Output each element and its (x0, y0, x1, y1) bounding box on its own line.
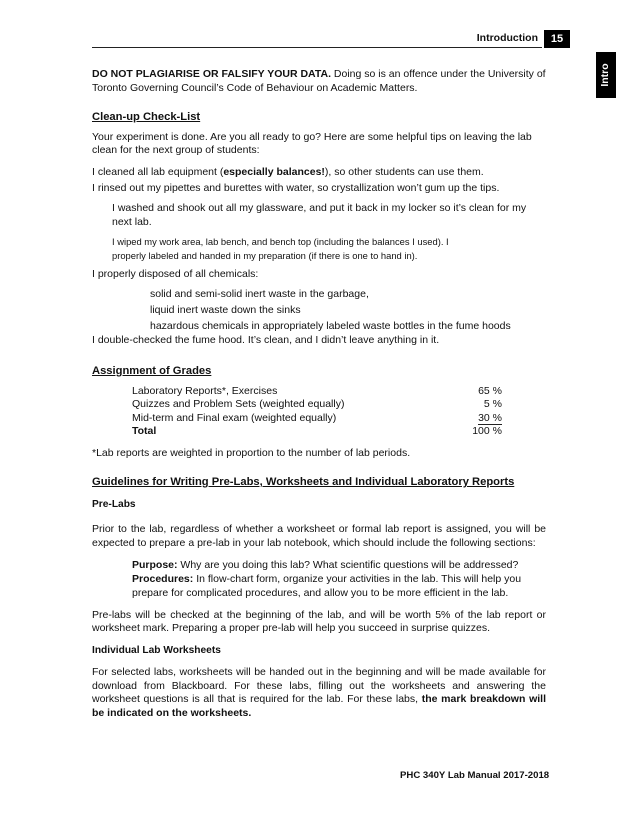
grades-row (132, 385, 502, 399)
grade-label: Quizzes and Problem Sets (weighted equally) (132, 398, 345, 411)
cleanup-item-1 (92, 166, 546, 180)
cleanup-item-5: I properly disposed of all chemicals: (92, 268, 259, 281)
grade-pct: 65 % (478, 384, 502, 397)
item1-bold: especially balances! (223, 166, 325, 179)
total-label: Total (132, 425, 157, 438)
grades-heading: Assignment of Grades (92, 364, 212, 377)
grades-row (132, 412, 502, 426)
grade-pct: 30 % (478, 411, 502, 424)
cleanup-item-4b: properly labeled and handed in my preparation (if there is one to hand in). (112, 250, 418, 262)
page-footer: PHC 340Y Lab Manual 2017-2018 (400, 770, 550, 781)
grade-pct: 5 % (483, 398, 502, 411)
prelabs-intro: Prior to the lab, regardless of whether a worksheet or formal lab report is assigned, you will be expected to prepare a pre-lab in your lab notebook, which should include the following sections: (92, 523, 546, 550)
grade-label: Laboratory Reports*, Exercises (132, 384, 278, 397)
cleanup-item-3: I washed and shook out all my glassware, and put it back in my locker so it’s clean for my next lab. (112, 201, 527, 228)
item1-pre: I cleaned all lab equipment ( (92, 166, 224, 179)
header-rule (92, 47, 542, 48)
grades-row (132, 398, 502, 412)
waste-item: liquid inert waste down the sinks (150, 304, 301, 317)
grades-total-row (132, 425, 502, 439)
grades-table (132, 385, 502, 440)
prelab-sections (92, 559, 546, 601)
cleanup-item-2: I rinsed out my pipettes and burettes with water, so crystallization won’t gum up the tips. (92, 182, 500, 195)
worksheets-body: For selected labs, worksheets will be handed out in the beginning and will be made available for download from Blackboard. For these labs, filling out the worksheets and answering the worksheet questions is all that is required for the lab. For these labs, (92, 665, 546, 706)
worksheets-text (92, 666, 546, 721)
procedures-text: In flow-chart form, organize your activities in the lab. This will help you prepare for complicated procedures, and allow you to be more efficient in the lab. (132, 572, 522, 599)
cleanup-item-4a: I wiped my work area, lab bench, and bench top (including the balances I used). I (112, 235, 449, 247)
purpose-text: Why are you doing this lab? What scientific questions will be addressed? (177, 558, 519, 571)
worksheets-title: Individual Lab Worksheets (92, 645, 221, 657)
plagiarism-warning (92, 68, 546, 96)
waste-item: solid and semi-solid inert waste in the garbage, (150, 288, 369, 301)
page-number: 15 (544, 30, 570, 48)
cleanup-item-6: I double-checked the fume hood. It’s clean, and I didn’t leave anything in it. (92, 333, 440, 346)
item1-post: ), so other students can use them. (324, 166, 484, 179)
warning-text: Doing so is an offence under the University of Toronto Governing Council’s Code of Behaviour on Academic Matters. (92, 68, 546, 94)
grade-label: Mid-term and Final exam (weighted equally) (132, 411, 337, 424)
waste-item: hazardous chemicals in appropriately labeled waste bottles in the fume hoods (150, 320, 511, 333)
purpose-line (132, 559, 546, 573)
section-title: Introduction (476, 32, 538, 44)
worksheets-bold: the mark breakdown will be indicated on the worksheets. (92, 693, 546, 720)
cleanup-intro: Your experiment is done. Are you all ready to go? Here are some helpful tips on leaving the lab clean for the next group of students: (92, 130, 532, 157)
cleanup-heading: Clean-up Check-List (92, 110, 201, 123)
grades-note: *Lab reports are weighted in proportion to the number of lab periods. (92, 447, 411, 460)
prelabs-check: Pre-labs will be checked at the beginning of the lab, and will be worth 5% of the lab report or worksheet mark. Preparing a proper pre-lab will help you succeed in surprise quizzes. (92, 608, 546, 635)
warning-bold: DO NOT PLAGIARISE OR FALSIFY YOUR DATA. (92, 68, 331, 80)
procedures-label: Procedures: (132, 572, 194, 585)
procedures-line (132, 573, 546, 601)
total-pct: 100 % (472, 425, 502, 438)
side-tab-label: Intro (599, 63, 612, 87)
page-content (92, 68, 546, 721)
side-tab (596, 52, 616, 98)
purpose-label: Purpose: (132, 558, 178, 571)
page-header (0, 30, 638, 48)
prelabs-title: Pre-Labs (92, 498, 136, 510)
guidelines-heading: Guidelines for Writing Pre-Labs, Worksheets and Individual Laboratory Reports (92, 475, 515, 488)
